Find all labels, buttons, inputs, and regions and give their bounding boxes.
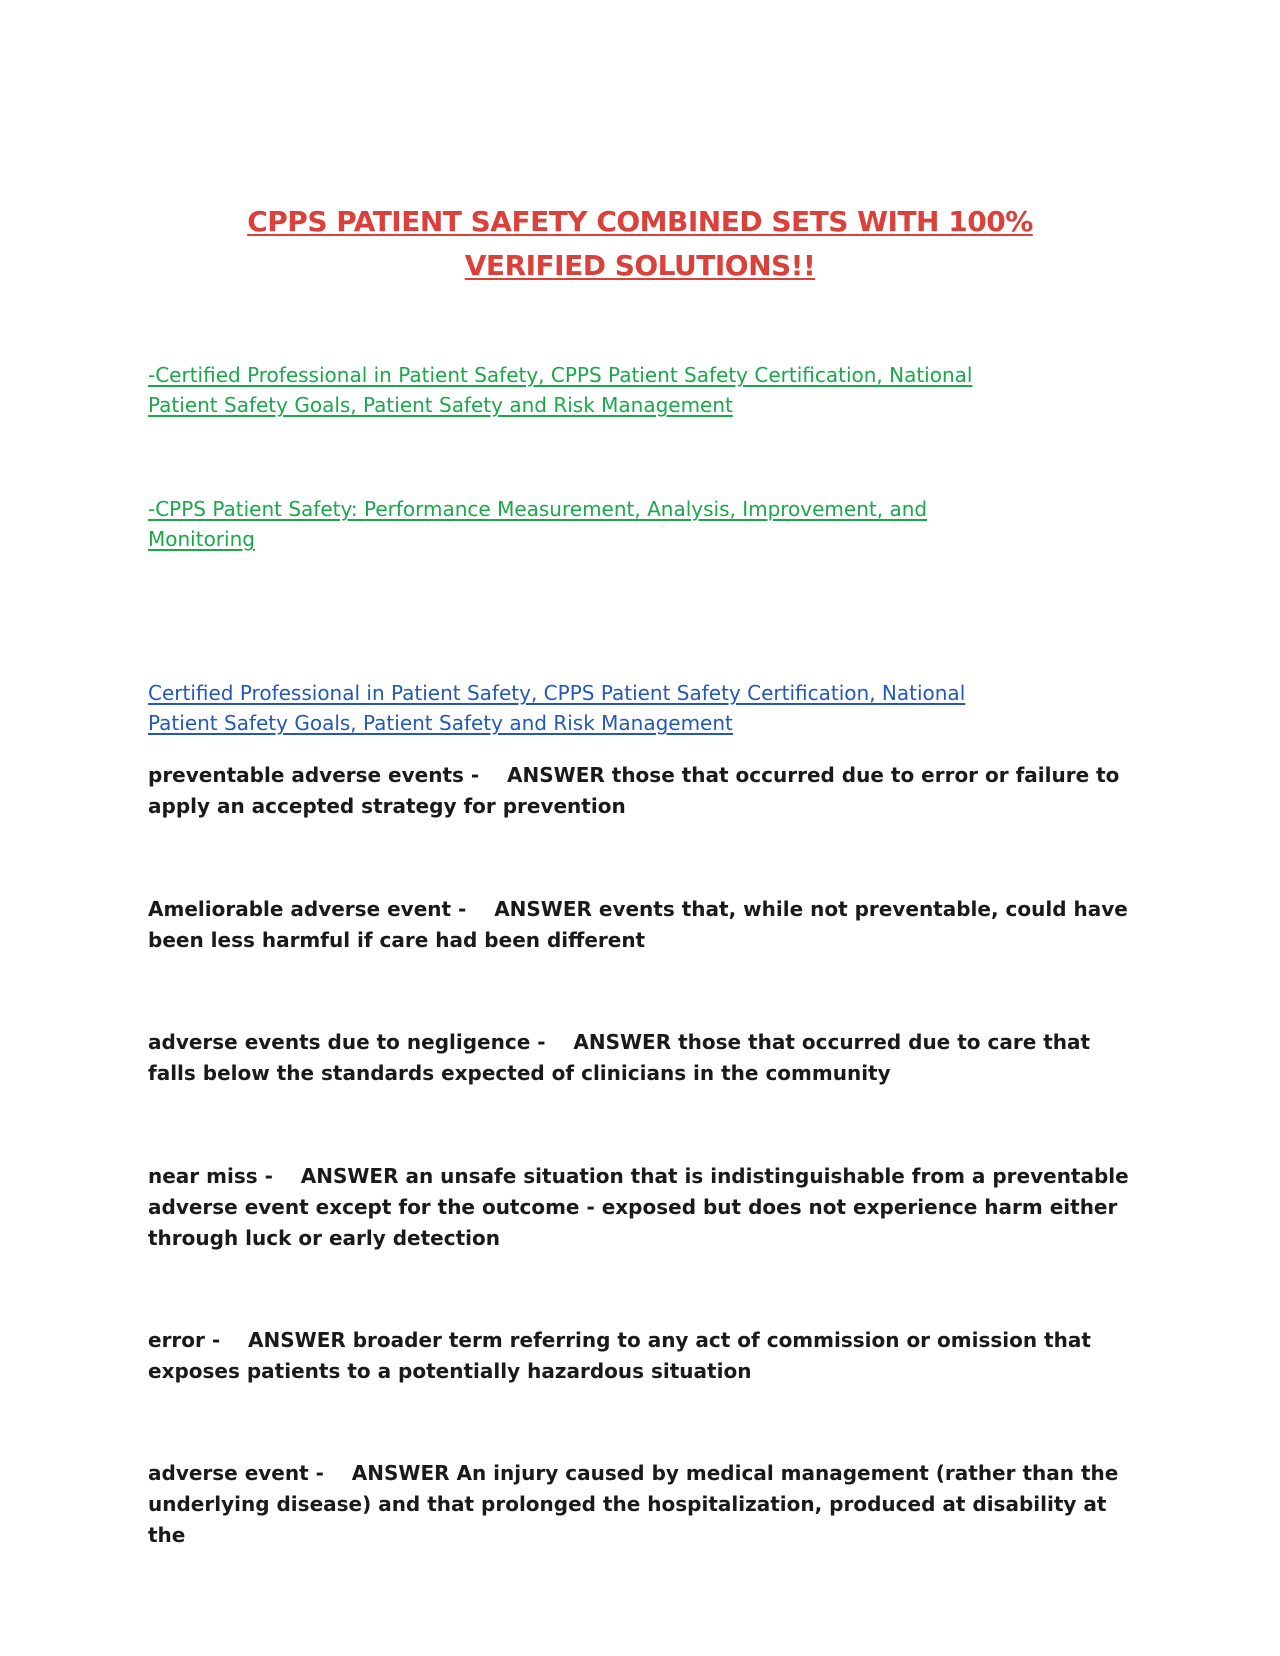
qa-item [148, 1161, 1138, 1254]
qa-answer: ANSWER those that occurred due to care that falls below the standards expected of clinicians in the community [148, 1030, 1091, 1085]
link-line-1: -Certified Professional in Patient Safety, CPPS Patient Safety Certification, National [148, 363, 973, 387]
link-line-2: Patient Safety Goals, Patient Safety and Risk Management [148, 393, 733, 417]
qa-term: error - [148, 1328, 228, 1352]
qa-item [148, 760, 1138, 822]
section-heading-line-2: Patient Safety Goals, Patient Safety and Risk Management [148, 711, 733, 735]
title-line-2: VERIFIED SOLUTIONS!! [464, 249, 816, 282]
section-heading-link[interactable] [148, 678, 1148, 738]
document-title [140, 200, 1140, 288]
qa-answer: ANSWER events that, while not preventable, could have been less harmful if care had been different [148, 897, 1128, 952]
section-heading-line-1: Certified Professional in Patient Safety, CPPS Patient Safety Certification, National [148, 681, 966, 705]
qa-term: adverse event - [148, 1461, 331, 1485]
qa-answer: ANSWER broader term referring to any act of commission or omission that exposes patients to a potentially hazardous situation [148, 1328, 1091, 1383]
qa-term: adverse events due to negligence - [148, 1030, 553, 1054]
link-cpps-certification-set[interactable] [148, 360, 1148, 420]
title-line-1: CPPS PATIENT SAFETY COMBINED SETS WITH 100% [247, 205, 1033, 238]
link-line-1: -CPPS Patient Safety: Performance Measurement, Analysis, Improvement, and [148, 497, 928, 521]
qa-answer: ANSWER an unsafe situation that is indistinguishable from a preventable adverse event except for the outcome - exposed but does not experience harm either through luck or early detection [148, 1164, 1129, 1250]
qa-item [148, 1458, 1138, 1551]
qa-term: Ameliorable adverse event - [148, 897, 474, 921]
qa-item [148, 1325, 1138, 1387]
qa-term: preventable adverse events - [148, 763, 487, 787]
qa-item [148, 894, 1138, 956]
link-performance-measurement-set[interactable] [148, 494, 1148, 554]
link-line-2: Monitoring [148, 527, 255, 551]
qa-term: near miss - [148, 1164, 280, 1188]
qa-item [148, 1027, 1138, 1089]
qa-answer: ANSWER An injury caused by medical management (rather than the underlying disease) and that prolonged the hospitalization, produced at disability at the [148, 1461, 1119, 1547]
qa-answer: ANSWER those that occurred due to error or failure to apply an accepted strategy for prevention [148, 763, 1120, 818]
